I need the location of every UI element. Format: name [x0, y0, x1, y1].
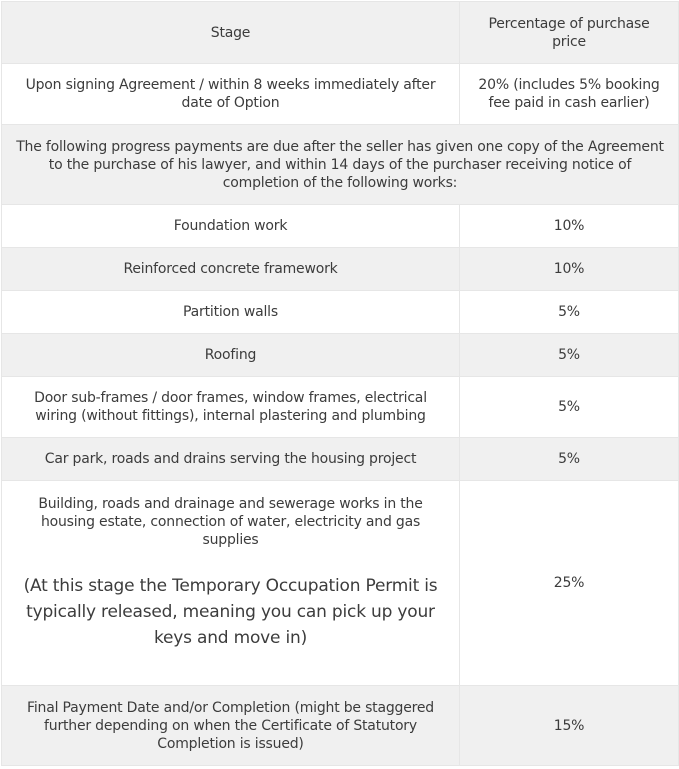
progress-payments-note: The following progress payments are due after the seller has given one copy of the Agreement to the purchase of his lawyer, and within 14 days of the purchaser receiving notice of completion of the following works: — [2, 125, 679, 205]
stage-cell: Car park, roads and drains serving the housing project — [2, 438, 460, 481]
table-row — [2, 205, 679, 248]
percentage-cell: 10% — [460, 248, 679, 291]
table-row — [2, 64, 679, 125]
stage-cell: Partition walls — [2, 291, 460, 334]
table-header-row — [2, 2, 679, 64]
stage-cell: Upon signing Agreement / within 8 weeks immediately after date of Option — [2, 64, 460, 125]
percentage-cell: 10% — [460, 205, 679, 248]
top-note: (At this stage the Temporary Occupation Permit is typically released, meaning you can pick up your keys and move in) — [23, 576, 438, 648]
payment-schedule-table — [1, 1, 679, 766]
header-percentage: Percentage of purchase price — [460, 2, 679, 64]
stage-cell: Reinforced concrete framework — [2, 248, 460, 291]
stage-cell: Roofing — [2, 334, 460, 377]
percentage-cell: 20% (includes 5% booking fee paid in cash earlier) — [460, 64, 679, 125]
table-row — [2, 334, 679, 377]
table-note-row — [2, 125, 679, 205]
stage-cell — [2, 481, 460, 686]
percentage-cell: 15% — [460, 686, 679, 766]
table-row — [2, 248, 679, 291]
stage-cell: Door sub-frames / door frames, window frames, electrical wiring (without fittings), internal plastering and plumbing — [2, 377, 460, 438]
table-row — [2, 377, 679, 438]
stage-cell: Foundation work — [2, 205, 460, 248]
table-row — [2, 291, 679, 334]
payment-schedule — [1, 1, 678, 766]
percentage-cell: 5% — [460, 377, 679, 438]
percentage-cell: 5% — [460, 438, 679, 481]
table-row — [2, 686, 679, 766]
header-stage: Stage — [2, 2, 460, 64]
percentage-cell: 5% — [460, 334, 679, 377]
table-row — [2, 438, 679, 481]
table-row — [2, 481, 679, 686]
stage-cell: Final Payment Date and/or Completion (might be staggered further depending on when the Certificate of Statutory Completion is issued) — [2, 686, 460, 766]
percentage-cell: 5% — [460, 291, 679, 334]
stage-text: Building, roads and drainage and sewerage works in the housing estate, connection of water, electricity and gas supplies — [38, 496, 423, 548]
percentage-cell: 25% — [460, 481, 679, 686]
